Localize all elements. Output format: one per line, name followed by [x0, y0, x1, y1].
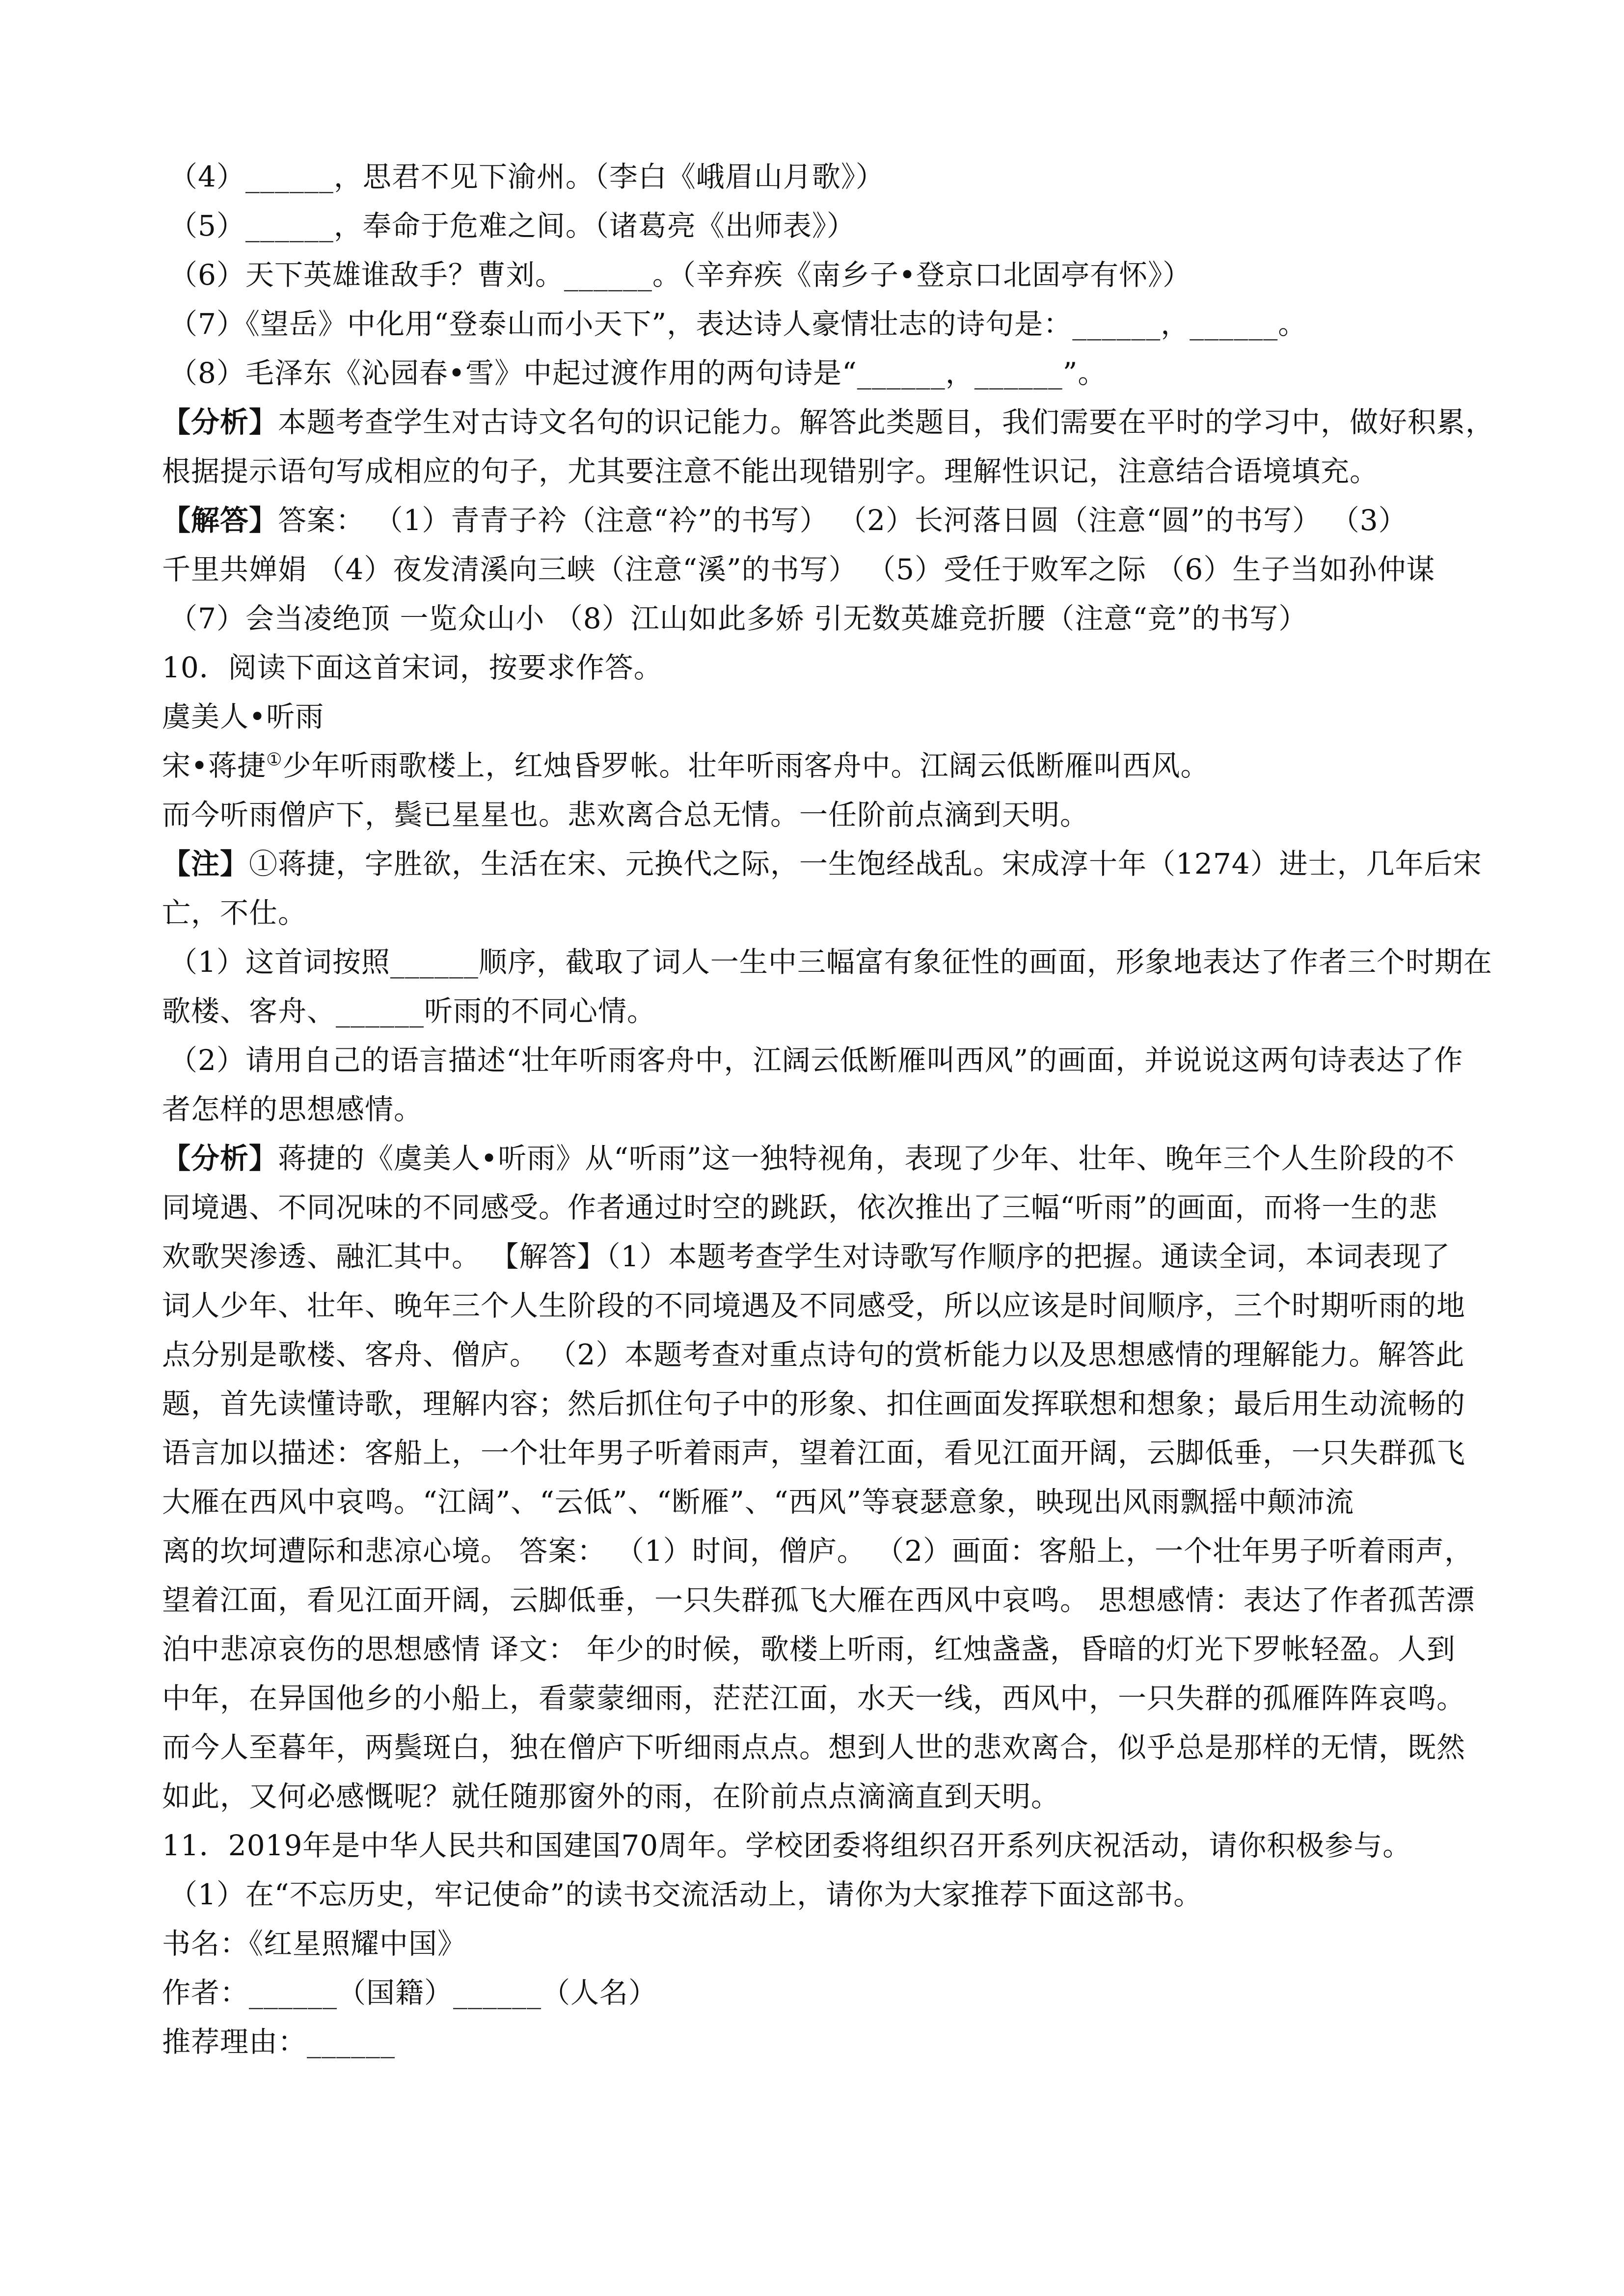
q10-analysis-line-11: 泊中悲凉哀伤的思想感情 译文： 年少的时候，歌楼上听雨，红烛盏盏，昏暗的灯光下罗帐轻盈。人到 — [162, 1632, 1456, 1666]
fill-question-4: （4）______，思君不见下渝州。（李白《峨眉山月歌》） — [169, 160, 885, 193]
q9-analysis-text-1: 本题考查学生对古诗文名句的识记能力。解答此类题目，我们需要在平时的学习中，做好积累， — [278, 405, 1495, 439]
q10-analysis-line-1 — [162, 1134, 1458, 1183]
fill-question-6: （6）天下英雄谁敌手？曹刘。______。（辛弃疾《南乡子•登京口北固亭有怀》） — [169, 258, 1192, 292]
q9-answer-text-1: 答案： （1）青青子衿（注意“衿”的书写） （2）长河落日圆（注意“圆”的书写） （3） — [278, 504, 1407, 537]
q10-sub1-line-2: 歌楼、客舟、______听雨的不同心情。 — [162, 994, 656, 1028]
q9-answer-line-1 — [162, 496, 1458, 545]
q9-analysis-line-2: 根据提示语句写成相应的句子，尤其要注意不能出现错别字。理解性识记，注意结合语境填充。 — [162, 454, 1379, 488]
q10-analysis-line-12: 中年，在异国他乡的小船上，看蒙蒙细雨，茫茫江面，水天一线，西风中，一只失群的孤雁阵阵哀鸣。 — [162, 1682, 1466, 1715]
q11-author-line: 作者：______（国籍）______（人名） — [162, 1976, 658, 2009]
q9-analysis-tag: 【分析】 — [162, 405, 278, 439]
q10-poem-line-2: 而今听雨僧庐下，鬓已星星也。悲欢离合总无情。一任阶前点滴到天明。 — [162, 798, 1089, 831]
q10-analysis-line-4: 词人少年、壮年、晚年三个人生阶段的不同境遇及不同感受，所以应该是时间顺序，三个时期听雨的地 — [162, 1289, 1466, 1322]
q11-reason-line: 推荐理由：______ — [162, 2025, 396, 2058]
q10-note-line-1 — [162, 839, 1482, 888]
q10-analysis-line-6: 题，首先读懂诗歌，理解内容；然后抓住句子中的形象、扣住画面发挥联想和想象；最后用生动流畅的 — [162, 1387, 1466, 1420]
q10-analysis-line-3: 欢歌哭渗透、融汇其中。 【解答】（1）本题考查学生对诗歌写作顺序的把握。通读全词，本词表现了 — [162, 1240, 1451, 1273]
q10-analysis-line-9: 离的坎坷遭际和悲凉心境。 答案： （1）时间，僧庐。 （2）画面：客船上，一个壮年男子听着雨声， — [162, 1534, 1474, 1568]
q10-note-mark: ① — [266, 749, 283, 770]
q10-poem-title: 虞美人•听雨 — [162, 700, 325, 733]
q10-analysis-line-10: 望着江面，看见江面开阔，云脚低垂，一只失群孤飞大雁在西风中哀鸣。 思想感情：表达了作者孤苦漂 — [162, 1583, 1475, 1617]
q10-sub1-line-1: （1）这首词按照______顺序，截取了词人一生中三幅富有象征性的画面，形象地表达了作者三个时期在 — [169, 945, 1492, 979]
q11-title: 11．2019年是中华人民共和国建国70周年。学校团委将组织召开系列庆祝活动，请你积极参与。 — [162, 1829, 1412, 1862]
q10-note-tag: 【注】 — [162, 847, 249, 881]
q10-analysis-line-14: 如此，又何必感慨呢？就任随那窗外的雨，在阶前点点滴滴直到天明。 — [162, 1780, 1060, 1813]
q11-book-line: 书名：《红星照耀中国》 — [162, 1927, 467, 1960]
q10-sub2-line-2: 者怎样的思想感情。 — [162, 1093, 423, 1126]
q11-sub1: （1）在“不忘历史，牢记使命”的读书交流活动上，请你为大家推荐下面这部书。 — [169, 1878, 1203, 1911]
q10-analysis-tag: 【分析】 — [162, 1142, 278, 1175]
q10-analysis-line-13: 而今人至暮年，两鬓斑白，独在僧庐下听细雨点点。想到人世的悲欢离合，似乎总是那样的无情，既然 — [162, 1731, 1466, 1764]
q10-note-text-1: ①蒋捷，字胜欲，生活在宋、元换代之际，一生饱经战乱。宋成淳十年（1274）进士，几年后宋 — [249, 847, 1482, 881]
q10-analysis-line-8: 大雁在西风中哀鸣。“江阔”、“云低”、“断雁”、“西风”等衰瑟意象，映现出风雨飘摇中颠沛流 — [162, 1485, 1354, 1519]
q10-poem-text-1: 少年听雨歌楼上，红烛昏罗帐。壮年听雨客舟中。江阔云低断雁叫西风。 — [282, 749, 1210, 782]
document-page — [162, 152, 1495, 2066]
q10-poem-line-1 — [162, 741, 1458, 790]
fill-question-5: （5）______，奉命于危难之间。（诸葛亮《出师表》） — [169, 209, 856, 242]
q9-answer-line-2: 千里共婵娟 （4）夜发清溪向三峡（注意“溪”的书写） （5）受任于败军之际 （6）生子当如孙仲谋 — [162, 553, 1435, 586]
q10-title: 10．阅读下面这首宋词，按要求作答。 — [162, 651, 663, 684]
q10-analysis-line-5: 点分别是歌楼、客舟、僧庐。 （2）本题考查对重点诗句的赏析能力以及思想感情的理解能力。解答此 — [162, 1338, 1465, 1371]
q10-note-line-2: 亡，不仕。 — [162, 896, 307, 930]
q10-analysis-line-7: 语言加以描述：客船上，一个壮年男子听着雨声，望着江面，看见江面开阔，云脚低垂，一只失群孤飞 — [162, 1436, 1466, 1469]
fill-question-8: （8）毛泽东《沁园春•雪》中起过渡作用的两句诗是“______，______”。 — [169, 356, 1107, 390]
q10-analysis-text-1: 蒋捷的《虞美人•听雨》从“听雨”这一独特视角，表现了少年、壮年、晚年三个人生阶段的不 — [278, 1142, 1455, 1175]
q10-poem-author: 宋•蒋捷 — [162, 749, 267, 782]
q10-analysis-line-2: 同境遇、不同况味的不同感受。作者通过时空的跳跃，依次推出了三幅“听雨”的画面，而将一生的悲 — [162, 1191, 1438, 1224]
q9-answer-tag: 【解答】 — [162, 504, 278, 537]
q9-analysis-line-1 — [162, 398, 1495, 447]
q9-answer-line-3: （7）会当凌绝顶 一览众山小 （8）江山如此多娇 引无数英雄竞折腰（注意“竞”的书写） — [169, 602, 1308, 635]
fill-question-7: （7）《望岳》中化用“登泰山而小天下”，表达诗人豪情壮志的诗句是：______，______。 — [169, 307, 1307, 341]
q10-sub2-line-1: （2）请用自己的语言描述“壮年听雨客舟中，江阔云低断雁叫西风”的画面，并说说这两句诗表达了作 — [169, 1043, 1463, 1077]
